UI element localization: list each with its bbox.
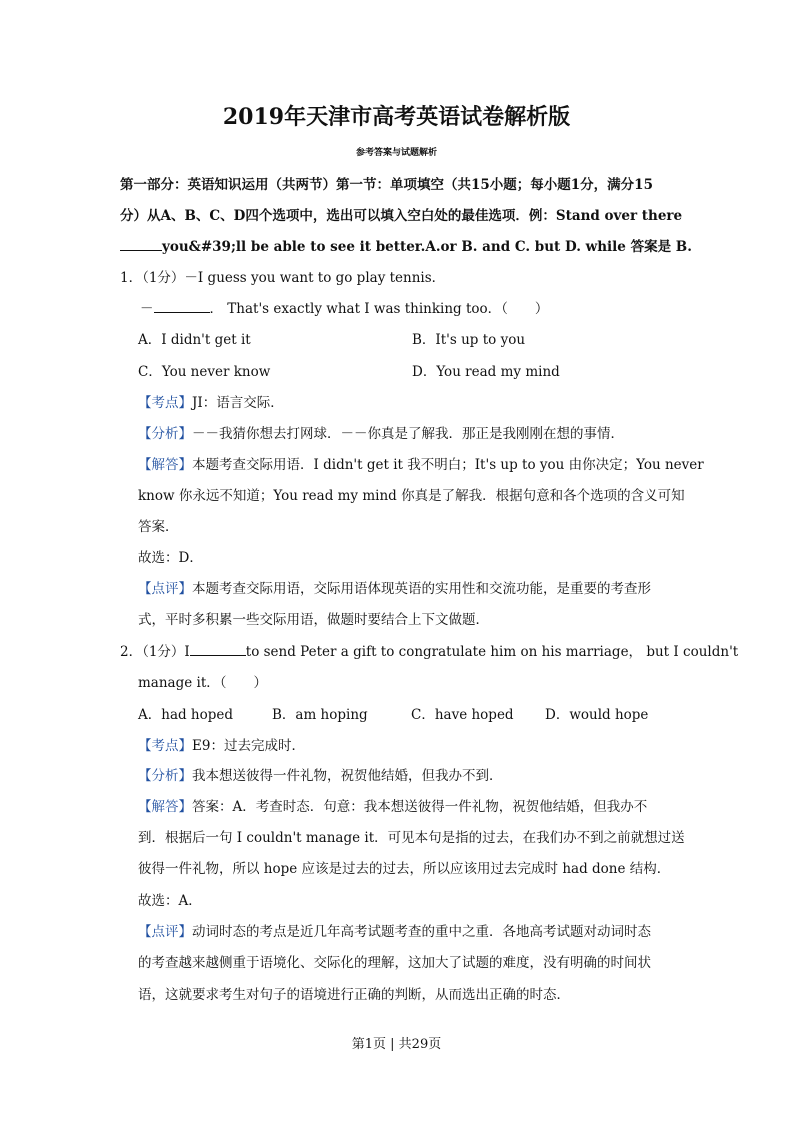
blank [154,299,210,313]
q2-jieda [138,797,647,817]
page-title: 2019年天津市高考英语试卷解析版 [222,104,571,130]
q2-stem2: manage it．（ ） [138,675,268,691]
text: －－我猜你想去打网球．－－你真是了解我．那正是我刚刚在想的事情． [192,426,624,442]
page-footer: 第1页 | 共29页 [351,1037,442,1052]
tag: 【分析】 [138,426,192,442]
q2-jieda-line: 彼得一件礼物，所以 hope 应该是过去的过去，所以应该用过去完成时 had done 结构． [138,861,671,877]
q2-jieda-line: 到．根据后一句 I couldn't manage it．可见本句是指的过去，在我们办不到之前就想过送 [138,830,685,846]
q2-dianping-line: 的考查越来越侧重于语境化、交际化的理解，这加大了试题的难度，没有明确的时间状 [138,955,651,971]
stem-text: to send Peter a gift to congratulate him on his marriage， but I couldn't [245,644,739,660]
intro-line: 分）从A、B、C、D四个选项中，选出可以填入空白处的最佳选项．例：Stand over there [120,208,683,224]
q1-answer: 故选：D． [138,550,203,566]
q2-stem [120,642,738,662]
tag: 【解答】 [138,799,192,815]
intro-line [120,237,692,257]
stem-text: ． That's exactly what I was thinking too．（ ） [209,301,549,317]
q2-option-c: C．have hoped [411,707,514,723]
q1-option-a: A．I didn't get it [138,332,251,348]
dash: － [140,301,154,317]
q2-option-d: D．would hope [545,707,649,723]
blank [190,642,246,656]
q2-fenxi [138,766,503,786]
q1-option-c: C．You never know [138,364,271,380]
text: E9：过去完成时． [192,738,305,754]
tag: 【解答】 [138,457,192,473]
q2-kaodian [138,736,305,756]
stem-text: 2．（1分）I [120,644,190,660]
q2-dianping-line: 语，这就要求考生对句子的语境进行正确的判断，从而选出正确的时态． [138,987,570,1003]
blank [120,237,162,251]
tag: 【点评】 [138,581,192,597]
q1-stem2 [140,299,548,319]
q1-option-d: D．You read my mind [412,364,560,380]
q2-dianping [138,922,651,942]
q1-jieda [138,455,704,475]
q1-dianping-line: 式，平时多积累一些交际用语，做题时要结合上下文做题． [138,612,489,628]
text: 本题考查交际用语，交际用语体现英语的实用性和交流功能，是重要的考查形 [192,581,651,597]
text: JI：语言交际． [192,395,284,411]
text: 答案：A．考查时态．句意：我本想送彼得一件礼物，祝贺他结婚，但我办不 [192,799,648,815]
tag: 【考点】 [138,738,192,754]
q2-answer: 故选：A． [138,893,202,909]
intro-text: you&#39;ll be able to see it better.A.or B. and C. but D. while 答案是 B. [162,239,692,255]
q2-option-b: B．am hoping [272,707,368,723]
q1-dianping [138,579,651,599]
text: 本题考查交际用语．I didn't get it 我不明白；It's up to you 由你决定；You never [192,457,704,473]
q1-jieda-line: 答案． [138,519,179,535]
q2-option-a: A．had hoped [138,707,234,723]
tag: 【分析】 [138,768,192,784]
tag: 【点评】 [138,924,192,940]
q1-option-b: B．It's up to you [412,332,526,348]
q1-kaodian [138,393,284,413]
text: 我本想送彼得一件礼物，祝贺他结婚，但我办不到． [192,768,503,784]
q1-fenxi [138,424,624,444]
text: 动词时态的考点是近几年高考试题考查的重中之重．各地高考试题对动词时态 [192,924,651,940]
q1-stem: 1．（1分）－I guess you want to go play tennis． [120,270,446,286]
tag: 【考点】 [138,395,192,411]
intro-line: 第一部分：英语知识运用（共两节）第一节：单项填空（共15小题；每小题1分，满分15 [120,177,653,193]
q1-jieda-line: know 你永远不知道；You read my mind 你真是了解我．根据句意和各个选项的含义可知 [138,488,685,504]
page-subtitle: 参考答案与试题解析 [355,148,437,158]
